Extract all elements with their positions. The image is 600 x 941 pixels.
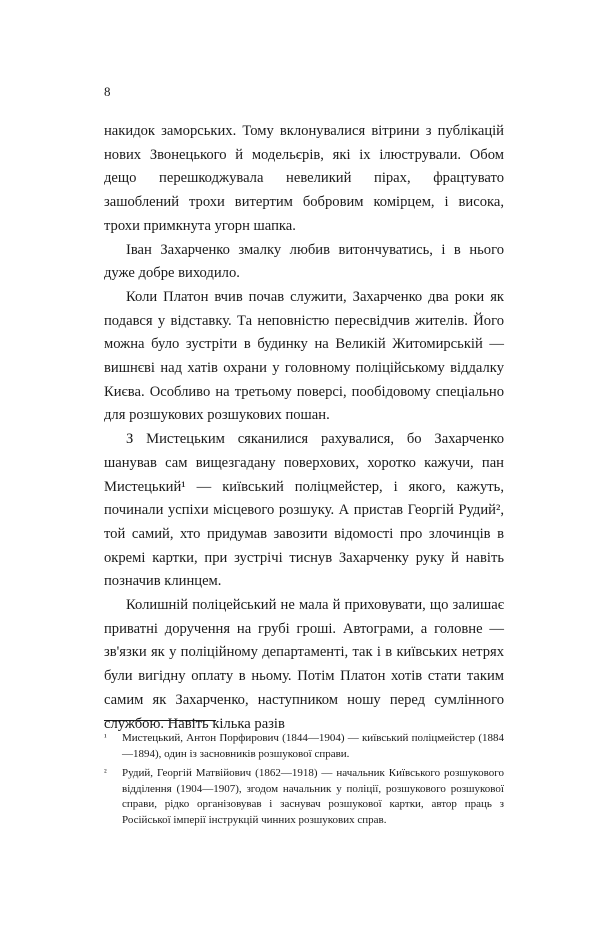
footnote <box>104 731 504 762</box>
footnote-text: Рудий, Георгій Матвійович (1862—1918) — начальник Київського розшукового відділення (1904—1907), згодом начальник у поліції, розшукового розшукової справи, рідко організовував і заснувач розшукової картки, автор праць з Російської імперії інструкцій чинних розшукових справ. <box>122 767 504 826</box>
paragraph: Іван Захарченко змалку любив витончуватись, і в нього дуже добре виходило. <box>104 241 504 282</box>
footnote <box>104 766 504 828</box>
page-number: 8 <box>104 84 111 99</box>
paragraph: Коли Платон вчив почав служити, Захарченко два роки як подався у відставку. Та неповністю пересвідчив жителів. Його можна було зустріти в будинку на Великій Житомирській — вишнєві над хатів охрани у головному поліційському віддалку Києва. Особливо на третьому поверсі, пообідовому спеціально для розшукових розшукових пошан. <box>104 288 504 424</box>
footnote-text: Мистецький, Антон Порфирович (1844—1904) — київський поліцмейстер (1884—1894), один із засновників розшукової справи. <box>122 732 504 760</box>
paragraph: Колишній поліцейський не мала й приховувати, що залишає приватні доручення на грубі гроші. Автограми, а головне — зв'язки як у поліційному департаменті, так і в київських нетрях були вигідну оплату в ньому. Потім Платон хотів стати таким самим як Захарченко, наступником ношу перед сумлінного службою. Навіть кілька разів <box>104 597 504 732</box>
paragraph: З Мистецьким сяканилися рахувалися, бо Захарченко шанував сам вищезгадану поверхових, хоротко кажучи, пан Мистецький¹ — київський поліцмейстер, і якого, кажуть, починали успіхи місцевого розшуку. А пристав Георгій Рудий², той самий, хто придумав завозити відомості про злочинців в окремі картки, при зустрічі тиснув Захарченку руку й навіть позначив клинцем. <box>104 431 504 590</box>
paragraph: накидок заморських. Тому вклонувалися вітрини з публікацій нових Звонецького й модельєрів, які іх ілюстрували. Обом дещо перешкоджувала невеликий пірах, фрацтувато зашоблений трохи витертим бобровим комірцем, і висока, трохи примкнута угорн шапка. <box>104 123 504 234</box>
footnotes <box>104 731 504 833</box>
footnote-rule <box>104 720 216 721</box>
footnote-mark: ¹ <box>104 732 107 742</box>
body-text <box>104 120 504 736</box>
footnote-mark: ² <box>104 767 107 778</box>
